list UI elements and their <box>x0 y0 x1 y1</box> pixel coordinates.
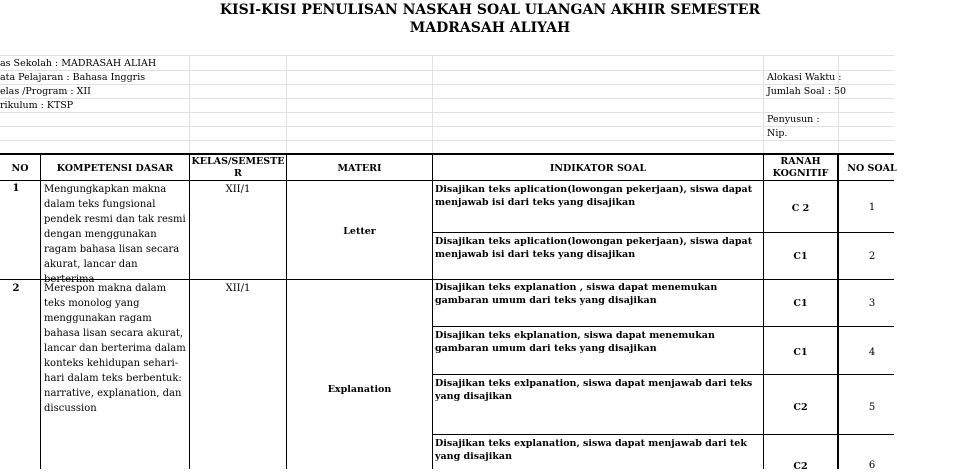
group-number: 1 <box>12 183 20 194</box>
column-border <box>763 153 764 469</box>
class-info: elas /Program : XII <box>0 86 91 97</box>
soal-number-cell: 4 <box>868 347 876 358</box>
group-divider <box>0 279 894 280</box>
group-number: 2 <box>12 283 20 294</box>
ranah-cell: C1 <box>793 251 808 262</box>
column-border <box>189 153 190 469</box>
gridline <box>0 140 894 141</box>
soal-number-cell: 3 <box>868 298 876 309</box>
header-ranah-line1: RANAH <box>780 156 821 167</box>
soal-number-cell: 6 <box>868 460 876 471</box>
gridline <box>286 55 287 153</box>
gridline <box>0 112 894 113</box>
ranah-cell: C 2 <box>791 203 810 214</box>
soal-number-cell: 2 <box>868 251 876 262</box>
subject-info: ata Pelajaran : Bahasa Inggris <box>0 72 146 83</box>
row-divider <box>432 374 894 375</box>
page-subtitle: MADRASAH ALIYAH <box>409 20 571 36</box>
gridline <box>189 55 190 153</box>
ranah-cell: C1 <box>793 298 808 309</box>
gridline <box>0 98 894 99</box>
header-kompetensi-dasar: KOMPETENSI DASAR <box>56 163 174 174</box>
gridline <box>0 70 894 71</box>
row-divider <box>432 232 894 233</box>
soal-number-cell: 5 <box>868 402 876 413</box>
gridline <box>763 55 764 153</box>
row-divider <box>432 326 894 327</box>
header-ranah-line2: KOGNITIF <box>772 168 829 179</box>
header-border <box>0 180 894 181</box>
gridline <box>0 126 894 127</box>
header-kelas-line2: R <box>234 168 242 179</box>
header-indikator-soal: INDIKATOR SOAL <box>549 163 647 174</box>
school-info: as Sekolah : MADRASAH ALIAH <box>0 58 157 69</box>
author-label: Penyusun : <box>767 114 820 125</box>
indikator-cell: Disajikan teks ekplanation, siswa dapat menemukan gambaran umum dari teks yang disajikan <box>435 330 715 354</box>
header-kelas-line1: KELAS/SEMESTE <box>191 156 285 167</box>
row-divider <box>432 434 894 435</box>
gridline <box>0 55 894 56</box>
column-border <box>837 153 839 469</box>
ranah-cell: C2 <box>793 461 808 472</box>
indikator-cell: Disajikan teks exlpanation, siswa dapat menjawab dari teks yang disajikan <box>435 378 753 402</box>
gridline <box>838 55 839 153</box>
gridline <box>432 55 433 153</box>
indikator-cell: Disajikan teks explanation , siswa dapat menemukan gambaran umum dari teks yang disajikan <box>435 282 718 306</box>
page-title: KISI-KISI PENULISAN NASKAH SOAL ULANGAN AKHIR SEMESTER <box>219 2 761 18</box>
indikator-cell: Disajikan teks aplication(lowongan pekerjaan), siswa dapat menjawab isi dari teks yang disajikan <box>435 184 753 208</box>
nip-label: Nip. <box>767 128 788 139</box>
header-no-soal: NO SOAL <box>847 163 897 174</box>
header-materi: MATERI <box>337 163 382 174</box>
column-border <box>40 153 41 469</box>
indikator-cell: Disajikan teks aplication(lowongan pekerjaan), siswa dapat menjawab isi dari teks yang disajikan <box>435 236 753 260</box>
column-border <box>286 153 287 469</box>
kompetensi-dasar-cell: Merespon makna dalam teks monolog yang menggunakan ragam bahasa lisan secara akurat, lancar dan berterima dalam konteks kehidupan sehari-hari dalam teks berbentuk: narrative, explanation, dan discussion <box>44 283 186 414</box>
kompetensi-dasar-cell: Mengungkapkan makna dalam teks fungsional pendek resmi dan tak resmi dengan menggunakan ragam bahasa lisan secara akurat, lancar dan berterima <box>44 184 186 285</box>
gridline <box>0 84 894 85</box>
soal-number-cell: 1 <box>868 202 876 213</box>
header-ranah-kognitif <box>764 156 837 180</box>
question-count: Jumlah Soal : 50 <box>767 86 847 97</box>
materi-cell: Explanation <box>327 384 392 395</box>
time-allocation: Alokasi Waktu : <box>767 72 842 83</box>
column-border <box>432 153 433 469</box>
ranah-cell: C1 <box>793 347 808 358</box>
table-border-top <box>0 153 894 155</box>
header-kelas-semester <box>190 156 286 180</box>
kelas-semester-cell: XII/1 <box>225 184 251 195</box>
header-no: NO <box>11 163 29 174</box>
indikator-cell: Disajikan teks explanation, siswa dapat menjawab dari tek yang disajikan <box>435 438 747 462</box>
materi-cell: Letter <box>343 226 376 237</box>
kelas-semester-cell: XII/1 <box>225 283 251 294</box>
ranah-cell: C2 <box>793 402 808 413</box>
curriculum-info: rikulum : KTSP <box>0 100 74 111</box>
